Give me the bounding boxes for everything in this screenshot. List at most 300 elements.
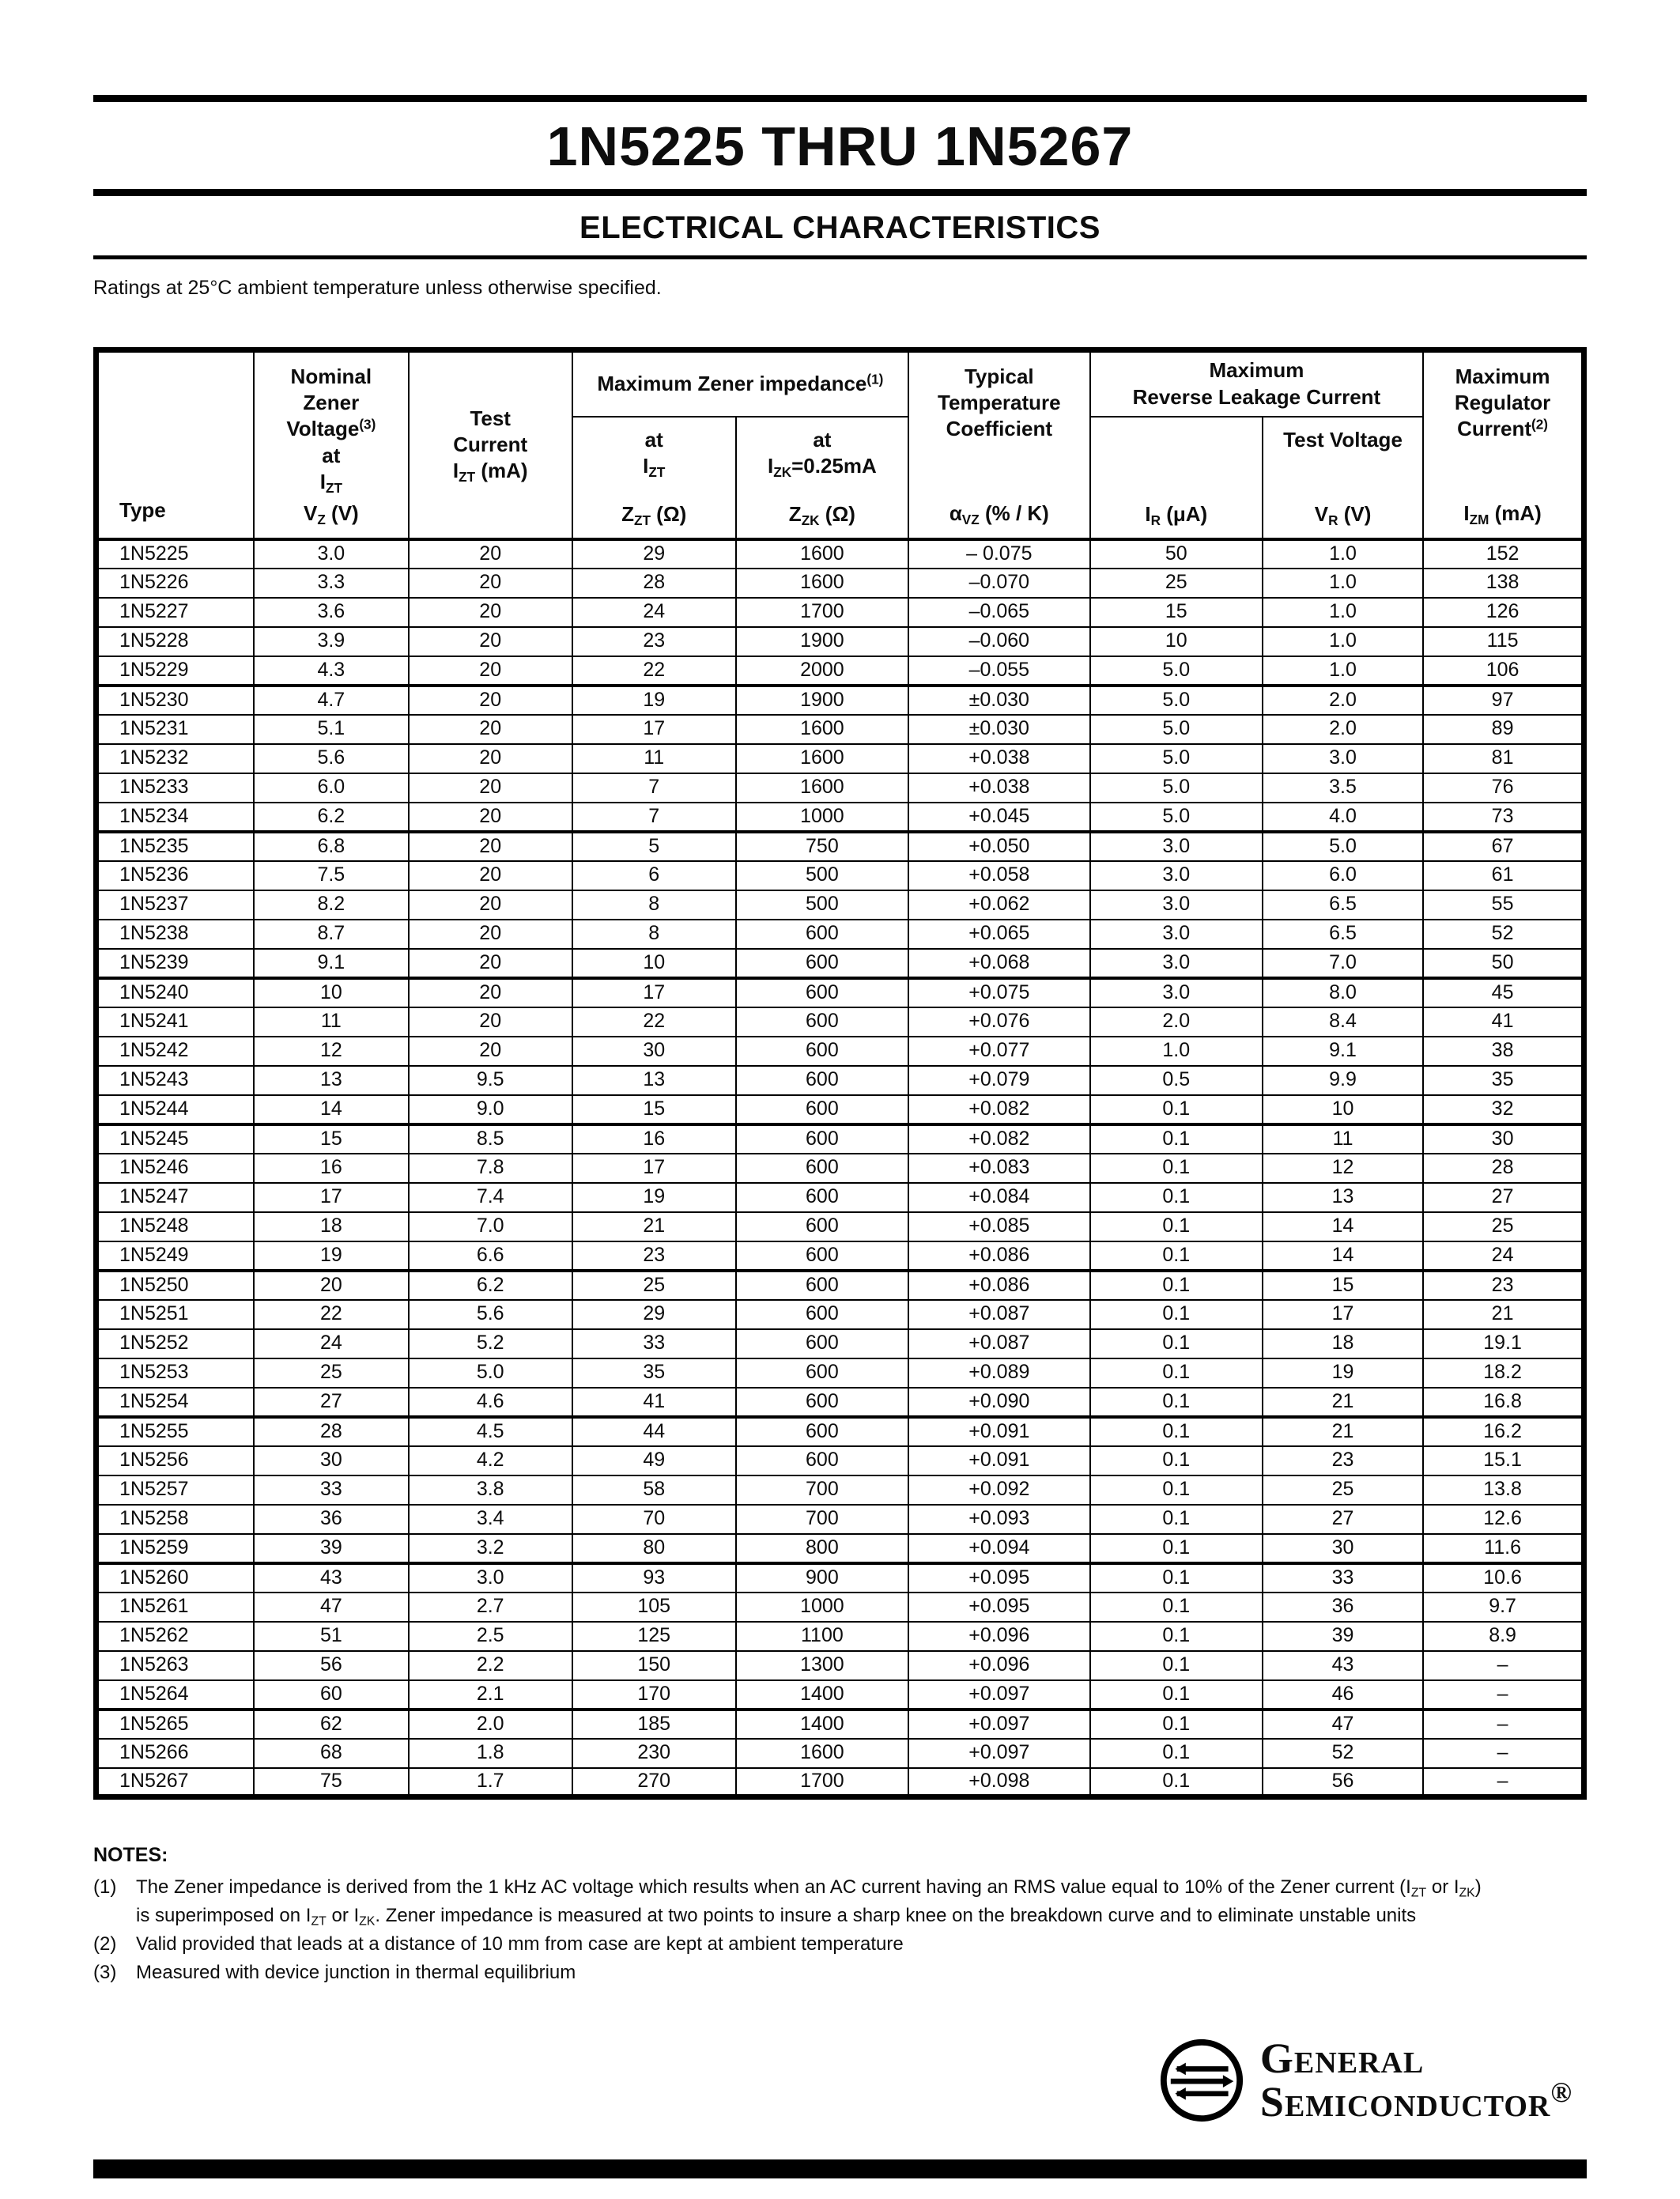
cell-vr: 10 (1263, 1095, 1423, 1124)
zener-impedance-group-label: Maximum Zener impedance$^{(1)}$ (597, 371, 884, 395)
cell-izt: 2.7 (409, 1593, 572, 1622)
cell-izm: 41 (1423, 1007, 1584, 1037)
cell-avz: +0.058 (908, 861, 1090, 890)
cell-izt: 20 (409, 803, 572, 832)
cell-type: 1N5253 (96, 1358, 254, 1388)
cell-vz: 5.6 (254, 744, 409, 773)
cell-zzt: 6 (572, 861, 736, 890)
cell-zzt: 22 (572, 1007, 736, 1037)
cell-type: 1N5263 (96, 1651, 254, 1680)
cell-vz: 28 (254, 1417, 409, 1446)
cell-vr: 27 (1263, 1505, 1423, 1534)
cell-zzk: 1600 (736, 744, 908, 773)
cell-avz: +0.091 (908, 1446, 1090, 1475)
cell-type: 1N5250 (96, 1271, 254, 1300)
col-header-ir (1090, 417, 1263, 539)
table-body (96, 539, 1584, 1797)
temp-coefficient-label: Typical Temperature Coefficient (938, 364, 1061, 441)
cell-zzk: 1600 (736, 715, 908, 744)
cell-type: 1N5245 (96, 1124, 254, 1154)
izm-unit-label: $I_{ZM}$ (mA) (1463, 501, 1542, 527)
cell-ir: 25 (1090, 569, 1263, 598)
table-row (96, 920, 1584, 949)
cell-izt: 8.5 (409, 1124, 572, 1154)
cell-izt: 1.7 (409, 1768, 572, 1797)
cell-zzt: 23 (572, 1241, 736, 1271)
table-row (96, 1183, 1584, 1212)
cell-ir: 0.1 (1090, 1329, 1263, 1358)
cell-ir: 0.5 (1090, 1066, 1263, 1095)
cell-izm: 126 (1423, 598, 1584, 627)
cell-type: 1N5240 (96, 978, 254, 1007)
cell-vr: 4.0 (1263, 803, 1423, 832)
cell-ir: 50 (1090, 539, 1263, 569)
cell-zzk: 1000 (736, 803, 908, 832)
cell-izt: 20 (409, 861, 572, 890)
vr-unit-label: $V_R$ (V) (1314, 502, 1372, 529)
table-row (96, 803, 1584, 832)
cell-izt: 3.0 (409, 1563, 572, 1593)
cell-zzk: 600 (736, 1417, 908, 1446)
section-title: ELECTRICAL CHARACTERISTICS (580, 210, 1100, 245)
section-rule (93, 255, 1587, 259)
cell-type: 1N5243 (96, 1066, 254, 1095)
cell-type: 1N5254 (96, 1388, 254, 1417)
table-row (96, 773, 1584, 803)
table-row (96, 1739, 1584, 1768)
zzt-unit-label: $Z_{ZT}$ (Ω) (621, 502, 687, 529)
cell-zzk: 750 (736, 832, 908, 861)
cell-izt: 5.2 (409, 1329, 572, 1358)
table-row (96, 569, 1584, 598)
cell-zzk: 1700 (736, 1768, 908, 1797)
cell-izt: 4.6 (409, 1388, 572, 1417)
table-row (96, 744, 1584, 773)
table-row (96, 1300, 1584, 1329)
cell-avz: +0.083 (908, 1154, 1090, 1183)
brand-text (1260, 2037, 1572, 2124)
cell-zzk: 900 (736, 1563, 908, 1593)
cell-izt: 20 (409, 978, 572, 1007)
cell-vr: 23 (1263, 1446, 1423, 1475)
col-header-test-voltage (1263, 417, 1423, 539)
footer-bar (93, 2159, 1587, 2178)
cell-izm: 97 (1423, 686, 1584, 715)
cell-type: 1N5234 (96, 803, 254, 832)
cell-type: 1N5256 (96, 1446, 254, 1475)
cell-zzt: 150 (572, 1651, 736, 1680)
table-row (96, 1475, 1584, 1505)
cell-type: 1N5237 (96, 890, 254, 920)
cell-zzt: 170 (572, 1680, 736, 1710)
vz-unit-label: $V_Z$ (V) (303, 501, 359, 527)
cell-vz: 3.9 (254, 627, 409, 656)
cell-zzk: 600 (736, 1183, 908, 1212)
cell-type: 1N5236 (96, 861, 254, 890)
cell-zzk: 600 (736, 1358, 908, 1388)
cell-zzk: 1600 (736, 539, 908, 569)
cell-zzt: 7 (572, 773, 736, 803)
title-rule-bottom (93, 189, 1587, 196)
cell-avz: +0.082 (908, 1095, 1090, 1124)
table-row (96, 1417, 1584, 1446)
cell-avz: +0.085 (908, 1212, 1090, 1241)
cell-zzk: 1700 (736, 598, 908, 627)
cell-izt: 20 (409, 598, 572, 627)
cell-zzk: 600 (736, 1241, 908, 1271)
cell-ir: 3.0 (1090, 861, 1263, 890)
test-voltage-label: Test Voltage (1283, 427, 1403, 452)
cell-izt: 20 (409, 715, 572, 744)
cell-zzt: 30 (572, 1037, 736, 1066)
cell-zzk: 1600 (736, 1739, 908, 1768)
table-row (96, 1388, 1584, 1417)
table-row (96, 832, 1584, 861)
cell-avz: +0.096 (908, 1622, 1090, 1651)
cell-zzt: 70 (572, 1505, 736, 1534)
cell-izm: 81 (1423, 744, 1584, 773)
cell-vz: 4.3 (254, 656, 409, 686)
cell-ir: 0.1 (1090, 1534, 1263, 1563)
cell-type: 1N5261 (96, 1593, 254, 1622)
note-item (93, 1959, 1587, 1987)
cell-izt: 20 (409, 656, 572, 686)
cell-zzk: 600 (736, 920, 908, 949)
cell-type: 1N5247 (96, 1183, 254, 1212)
cell-izt: 4.2 (409, 1446, 572, 1475)
cell-vz: 22 (254, 1300, 409, 1329)
cell-vz: 12 (254, 1037, 409, 1066)
cell-izt: 2.2 (409, 1651, 572, 1680)
cell-izm: 45 (1423, 978, 1584, 1007)
cell-avz: +0.038 (908, 773, 1090, 803)
cell-vr: 3.5 (1263, 773, 1423, 803)
cell-zzk: 1000 (736, 1593, 908, 1622)
cell-zzk: 500 (736, 861, 908, 890)
cell-type: 1N5267 (96, 1768, 254, 1797)
cell-izt: 3.4 (409, 1505, 572, 1534)
note-item (93, 1873, 1587, 1930)
col-header-test-current (409, 350, 572, 539)
cell-izt: 20 (409, 744, 572, 773)
cell-izm: 8.9 (1423, 1622, 1584, 1651)
col-header-temp-coefficient (908, 350, 1090, 539)
cell-zzt: 58 (572, 1475, 736, 1505)
cell-avz: +0.097 (908, 1680, 1090, 1710)
title-rule-top (93, 95, 1587, 102)
cell-vz: 7.5 (254, 861, 409, 890)
cell-izm: 89 (1423, 715, 1584, 744)
cell-vz: 60 (254, 1680, 409, 1710)
cell-izt: 20 (409, 890, 572, 920)
cell-avz: +0.076 (908, 1007, 1090, 1037)
cell-avz: +0.077 (908, 1037, 1090, 1066)
cell-vr: 30 (1263, 1534, 1423, 1563)
cell-izm: 55 (1423, 890, 1584, 920)
note-text: Valid provided that leads at a distance of 10 mm from case are kept at ambient temperature (136, 1933, 904, 1955)
cell-ir: 15 (1090, 598, 1263, 627)
cell-ir: 5.0 (1090, 744, 1263, 773)
cell-avz: +0.097 (908, 1710, 1090, 1739)
cell-zzk: 600 (736, 1446, 908, 1475)
cell-avz: +0.095 (908, 1563, 1090, 1593)
cell-zzt: 7 (572, 803, 736, 832)
cell-izt: 20 (409, 920, 572, 949)
cell-vr: 47 (1263, 1710, 1423, 1739)
cell-vz: 25 (254, 1358, 409, 1388)
cell-ir: 0.1 (1090, 1388, 1263, 1417)
cell-ir: 5.0 (1090, 715, 1263, 744)
cell-izt: 20 (409, 1037, 572, 1066)
cell-vz: 6.8 (254, 832, 409, 861)
cell-avz: ±0.030 (908, 715, 1090, 744)
cell-type: 1N5242 (96, 1037, 254, 1066)
nominal-zener-voltage-label: Nominal Zener Voltage$^{(3)}$ at $I_{ZT}$ (286, 364, 376, 496)
cell-type: 1N5227 (96, 598, 254, 627)
table-row (96, 627, 1584, 656)
cell-vz: 3.6 (254, 598, 409, 627)
cell-vz: 16 (254, 1154, 409, 1183)
cell-ir: 5.0 (1090, 773, 1263, 803)
cell-vz: 5.1 (254, 715, 409, 744)
cell-avz: +0.084 (908, 1183, 1090, 1212)
cell-izt: 2.0 (409, 1710, 572, 1739)
cell-type: 1N5244 (96, 1095, 254, 1124)
cell-vr: 56 (1263, 1768, 1423, 1797)
cell-vr: 9.1 (1263, 1037, 1423, 1066)
cell-vz: 10 (254, 978, 409, 1007)
cell-avz: +0.091 (908, 1417, 1090, 1446)
cell-izt: 3.8 (409, 1475, 572, 1505)
cell-izm: 73 (1423, 803, 1584, 832)
cell-izm: 12.6 (1423, 1505, 1584, 1534)
table-row (96, 1154, 1584, 1183)
table-row (96, 539, 1584, 569)
col-header-type (96, 350, 254, 539)
cell-izm: – (1423, 1680, 1584, 1710)
cell-avz: +0.050 (908, 832, 1090, 861)
cell-vr: 46 (1263, 1680, 1423, 1710)
cell-avz: –0.065 (908, 598, 1090, 627)
cell-zzt: 93 (572, 1563, 736, 1593)
table-row (96, 1593, 1584, 1622)
cell-type: 1N5233 (96, 773, 254, 803)
cell-izt: 20 (409, 1007, 572, 1037)
table-row (96, 1563, 1584, 1593)
cell-avz: +0.075 (908, 978, 1090, 1007)
cell-avz: +0.045 (908, 803, 1090, 832)
cell-ir: 2.0 (1090, 1007, 1263, 1037)
cell-type: 1N5265 (96, 1710, 254, 1739)
cell-zzt: 19 (572, 1183, 736, 1212)
cell-izm: 152 (1423, 539, 1584, 569)
table-row (96, 715, 1584, 744)
cell-zzt: 10 (572, 949, 736, 978)
cell-izm: 21 (1423, 1300, 1584, 1329)
cell-izm: 67 (1423, 832, 1584, 861)
cell-vz: 14 (254, 1095, 409, 1124)
cell-type: 1N5232 (96, 744, 254, 773)
cell-zzt: 8 (572, 890, 736, 920)
cell-zzt: 19 (572, 686, 736, 715)
cell-vz: 17 (254, 1183, 409, 1212)
cell-vz: 9.1 (254, 949, 409, 978)
cell-avz: +0.094 (908, 1534, 1090, 1563)
cell-vz: 20 (254, 1271, 409, 1300)
cell-vz: 8.2 (254, 890, 409, 920)
zzk-unit-label: $Z_{ZK}$ (Ω) (788, 502, 855, 529)
note-label: (1) (93, 1876, 117, 1899)
cell-izt: 5.6 (409, 1300, 572, 1329)
cell-zzk: 1300 (736, 1651, 908, 1680)
cell-avz: +0.079 (908, 1066, 1090, 1095)
cell-izt: 6.2 (409, 1271, 572, 1300)
cell-vz: 51 (254, 1622, 409, 1651)
cell-type: 1N5249 (96, 1241, 254, 1271)
cell-zzt: 22 (572, 656, 736, 686)
cell-zzk: 1400 (736, 1710, 908, 1739)
cell-izm: 16.8 (1423, 1388, 1584, 1417)
cell-ir: 3.0 (1090, 949, 1263, 978)
cell-izm: 10.6 (1423, 1563, 1584, 1593)
cell-zzt: 8 (572, 920, 736, 949)
brand-line-general: General (1259, 2035, 1425, 2083)
cell-zzt: 41 (572, 1388, 736, 1417)
cell-ir: 0.1 (1090, 1622, 1263, 1651)
cell-zzt: 185 (572, 1710, 736, 1739)
cell-vz: 30 (254, 1446, 409, 1475)
table-row (96, 1124, 1584, 1154)
cell-zzt: 125 (572, 1622, 736, 1651)
cell-ir: 0.1 (1090, 1154, 1263, 1183)
table-header (96, 350, 1584, 539)
cell-zzk: 500 (736, 890, 908, 920)
cell-vr: 17 (1263, 1300, 1423, 1329)
cell-izm: 25 (1423, 1212, 1584, 1241)
cell-vz: 3.3 (254, 569, 409, 598)
cell-ir: 3.0 (1090, 832, 1263, 861)
cell-vz: 33 (254, 1475, 409, 1505)
table-row (96, 656, 1584, 686)
cell-izm: 32 (1423, 1095, 1584, 1124)
avz-unit-label: $\alpha_{VZ}$ (% / K) (949, 501, 1049, 527)
cell-izt: 20 (409, 627, 572, 656)
cell-izt: 5.0 (409, 1358, 572, 1388)
cell-avz: +0.068 (908, 949, 1090, 978)
cell-izt: 1.8 (409, 1739, 572, 1768)
cell-vz: 18 (254, 1212, 409, 1241)
cell-zzk: 600 (736, 1095, 908, 1124)
table-row (96, 1212, 1584, 1241)
table-row (96, 978, 1584, 1007)
cell-vr: 1.0 (1263, 569, 1423, 598)
brand-line-semiconductor: Semiconductor® (1259, 2076, 1572, 2126)
cell-vz: 4.7 (254, 686, 409, 715)
cell-zzk: 1100 (736, 1622, 908, 1651)
cell-izm: 52 (1423, 920, 1584, 949)
cell-vr: 33 (1263, 1563, 1423, 1593)
cell-ir: 1.0 (1090, 1037, 1263, 1066)
cell-zzt: 35 (572, 1358, 736, 1388)
general-semiconductor-logo-icon (1157, 2036, 1246, 2125)
table-row (96, 1095, 1584, 1124)
cell-type: 1N5258 (96, 1505, 254, 1534)
regulator-current-label: Maximum Regulator Current$^{(2)}$ (1454, 364, 1551, 441)
cell-zzt: 17 (572, 978, 736, 1007)
cell-vr: 2.0 (1263, 686, 1423, 715)
cell-izm: – (1423, 1739, 1584, 1768)
cell-vz: 24 (254, 1329, 409, 1358)
cell-type: 1N5251 (96, 1300, 254, 1329)
cell-zzt: 16 (572, 1124, 736, 1154)
cell-vr: 21 (1263, 1388, 1423, 1417)
cell-zzk: 1900 (736, 686, 908, 715)
cell-type: 1N5229 (96, 656, 254, 686)
cell-zzt: 11 (572, 744, 736, 773)
cell-avz: +0.093 (908, 1505, 1090, 1534)
cell-type: 1N5262 (96, 1622, 254, 1651)
cell-avz: +0.082 (908, 1124, 1090, 1154)
table-row (96, 598, 1584, 627)
cell-vr: 12 (1263, 1154, 1423, 1183)
cell-vz: 11 (254, 1007, 409, 1037)
col-header-nominal-zener-voltage (254, 350, 409, 539)
cell-vz: 3.0 (254, 539, 409, 569)
zzk-condition-label: at $I_{ZK}=0.25mA$ (767, 427, 877, 480)
cell-ir: 0.1 (1090, 1358, 1263, 1388)
cell-vr: 6.0 (1263, 861, 1423, 890)
cell-ir: 0.1 (1090, 1563, 1263, 1593)
cell-zzt: 17 (572, 1154, 736, 1183)
cell-ir: 0.1 (1090, 1446, 1263, 1475)
cell-vz: 8.7 (254, 920, 409, 949)
col-group-reverse-leakage (1090, 350, 1424, 417)
cell-ir: 5.0 (1090, 656, 1263, 686)
table-row (96, 1768, 1584, 1797)
cell-izm: 35 (1423, 1066, 1584, 1095)
cell-vz: 39 (254, 1534, 409, 1563)
cell-type: 1N5241 (96, 1007, 254, 1037)
cell-izt: 4.5 (409, 1417, 572, 1446)
cell-vr: 21 (1263, 1417, 1423, 1446)
cell-ir: 0.1 (1090, 1300, 1263, 1329)
cell-type: 1N5246 (96, 1154, 254, 1183)
cell-vz: 15 (254, 1124, 409, 1154)
cell-vr: 8.4 (1263, 1007, 1423, 1037)
cell-vz: 19 (254, 1241, 409, 1271)
cell-vr: 25 (1263, 1475, 1423, 1505)
cell-vr: 6.5 (1263, 890, 1423, 920)
cell-zzk: 600 (736, 1300, 908, 1329)
cell-ir: 0.1 (1090, 1271, 1263, 1300)
cell-vz: 13 (254, 1066, 409, 1095)
cell-ir: 0.1 (1090, 1095, 1263, 1124)
cell-zzt: 15 (572, 1095, 736, 1124)
cell-avz: +0.087 (908, 1300, 1090, 1329)
cell-izm: 13.8 (1423, 1475, 1584, 1505)
cell-ir: 0.1 (1090, 1739, 1263, 1768)
cell-zzt: 24 (572, 598, 736, 627)
cell-zzt: 49 (572, 1446, 736, 1475)
cell-izt: 9.0 (409, 1095, 572, 1124)
cell-izt: 20 (409, 832, 572, 861)
table-row (96, 1329, 1584, 1358)
cell-vr: 2.0 (1263, 715, 1423, 744)
cell-vz: 56 (254, 1651, 409, 1680)
cell-ir: 0.1 (1090, 1680, 1263, 1710)
table-row (96, 1680, 1584, 1710)
cell-zzt: 33 (572, 1329, 736, 1358)
